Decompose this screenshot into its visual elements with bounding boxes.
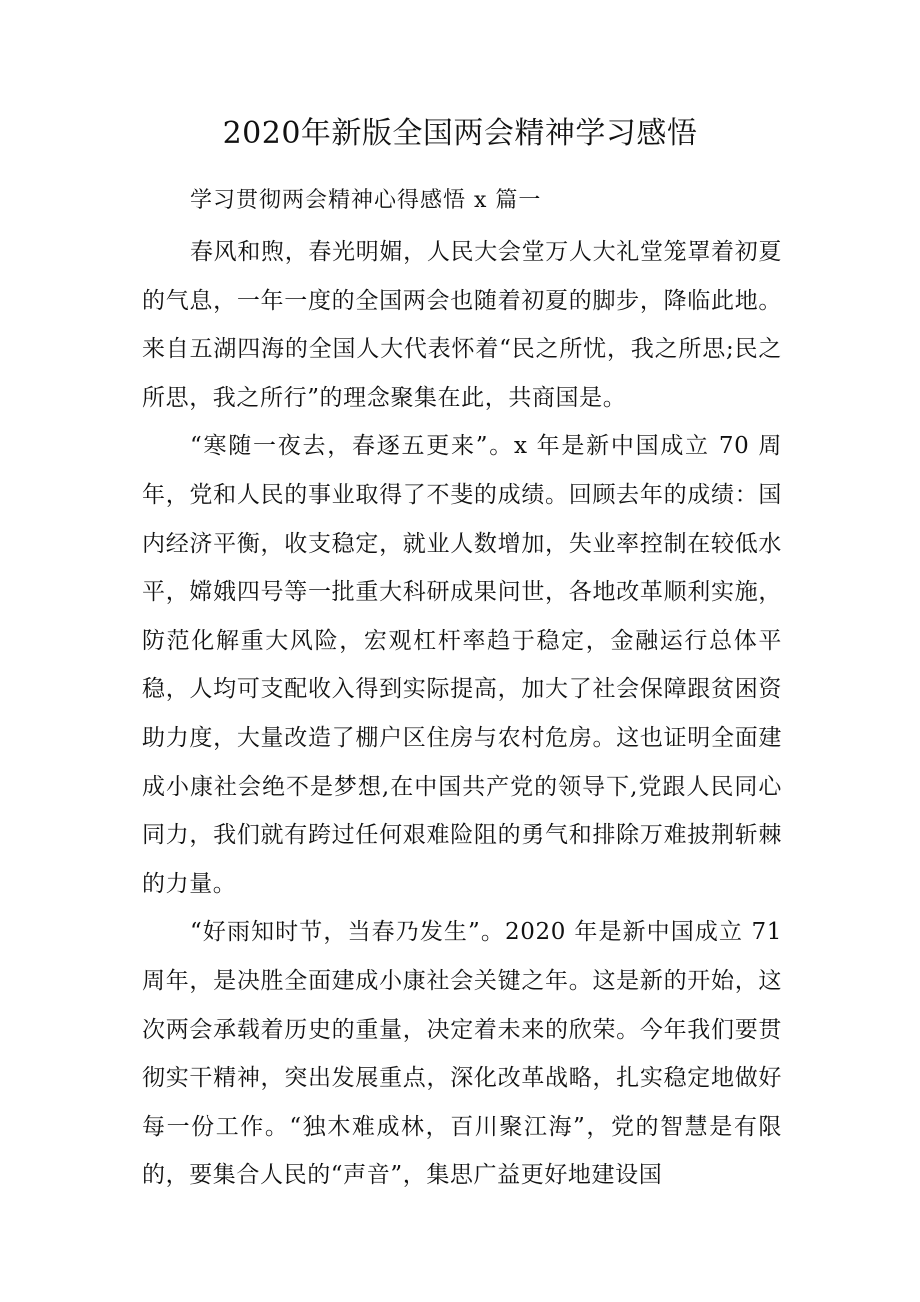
- paragraph-3: “好雨知时节，当春乃发生”。2020 年是新中国成立 71 周年，是决胜全面建成小康社会关键之年。这是新的开始，这次两会承载着历史的重量，决定着未来的欣荣。今年我们要贯彻实干精神，突出发展重点，深化改革战略，扎实稳定地做好每一份工作。“独木难成林，百川聚江海”，党的智慧是有限的，要集合人民的“声音”，集思广益更好地建设国: [142, 919, 782, 1189]
- document-body: [142, 228, 782, 1200]
- paragraph-1: 春风和煦，春光明媚，人民大会堂万人大礼堂笼罩着初夏的气息，一年一度的全国两会也随着初夏的脚步，降临此地。来自五湖四海的全国人大代表怀着“民之所忧，我之所思;民之所思，我之所行”的理念聚集在此，共商国是。: [142, 239, 782, 411]
- document-title: 2020年新版全国两会精神学习感悟: [222, 116, 698, 151]
- paragraph-2: “寒随一夜去，春逐五更来”。x 年是新中国成立 70 周年，党和人民的事业取得了不斐的成绩。回顾去年的成绩：国内经济平衡，收支稳定，就业人数增加，失业率控制在较低水平，嫦娥四号等一批重大科研成果问世，各地改革顺利实施，防范化解重大风险，宏观杠杆率趋于稳定，金融运行总体平稳，人均可支配收入得到实际提高，加大了社会保障跟贫困资助力度，大量改造了棚户区住房与农村危房。这也证明全面建成小康社会绝不是梦想,在中国共产党的领导下,党跟人民同心同力，我们就有跨过任何艰难险阻的勇气和排除万难披荆斩棘的力量。: [142, 433, 782, 897]
- document-subtitle: 学习贯彻两会精神心得感悟 x 篇一: [190, 188, 542, 213]
